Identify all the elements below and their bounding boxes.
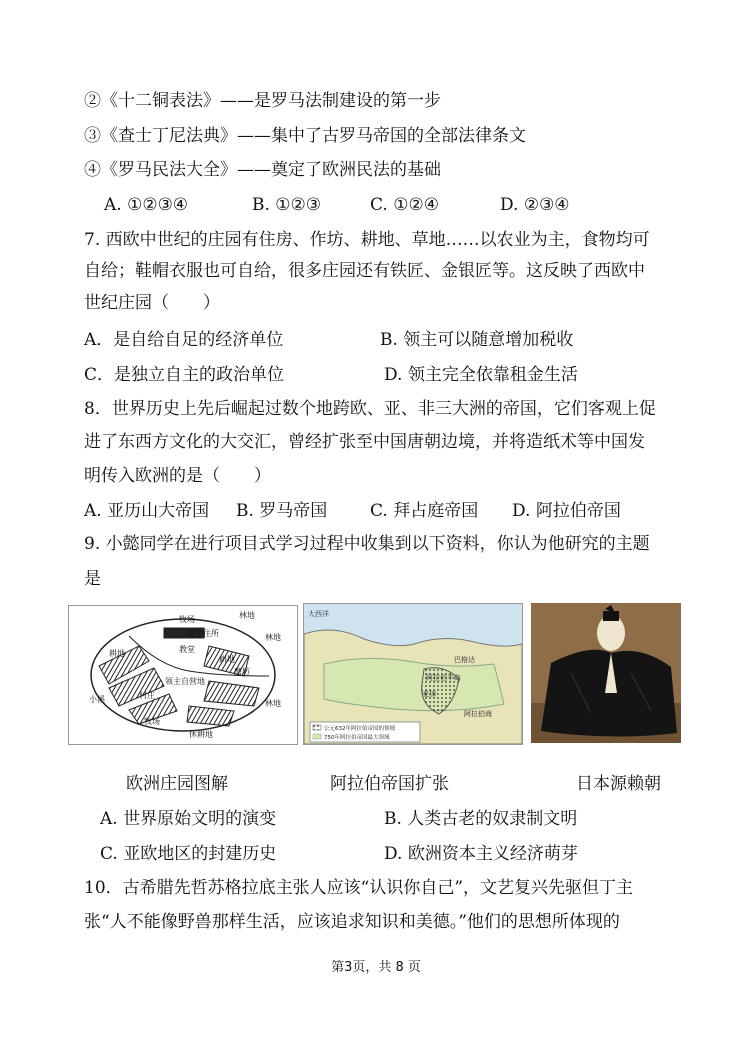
q8-stem-line-2: 进了东西方文化的大交汇，曾经扩张至中国唐朝边境，并将造纸术等中国发 (84, 432, 645, 452)
map2-legend: 公元632年阿拉伯帝国的领域 (324, 726, 395, 732)
yoritomo-portrait-svg (531, 603, 681, 743)
arab-empire-map-svg (304, 604, 522, 744)
statement-3: ③《查士丁尼法典》——集中了古罗马帝国的全部法律条文 (84, 126, 526, 146)
q7-stem-line-1: 7. 西欧中世纪的庄园有住房、作坊、耕地、草地……以农业为主，食物均可 (84, 230, 650, 250)
q10-stem-line-2: 张“人不能像野兽那样生活，应该追求知识和美德。”他们的思想所体现的 (84, 912, 620, 932)
statement-2: ②《十二铜表法》——是罗马法制建设的第一步 (84, 91, 441, 111)
map1-label: 林地 (265, 633, 281, 642)
q8-option-a[interactable]: A. 亚历山大帝国 (84, 501, 210, 521)
q7-option-b[interactable]: B. 领主可以随意增加税收 (380, 330, 574, 350)
q9-option-c[interactable]: C. 亚欧地区的封建历史 (100, 844, 277, 864)
q9-stem-line-2: 是 (84, 569, 101, 589)
q6-option-c[interactable]: C. ①②④ (370, 195, 439, 215)
q8-stem-line-1: 8．世界历史上先后崛起过数个地跨欧、亚、非三大洲的帝国，它们客观上促 (84, 399, 656, 419)
manor-diagram-svg (69, 606, 297, 744)
arab-empire-map (303, 603, 523, 745)
q8-option-d[interactable]: D. 阿拉伯帝国 (512, 501, 621, 521)
caption-yoritomo: 日本源赖朝 (576, 774, 661, 794)
map2-label: 阿拉伯半岛 (426, 674, 461, 682)
q8-option-b[interactable]: B. 罗马帝国 (236, 501, 328, 521)
map1-label: 耕地 (219, 655, 235, 664)
q7-option-c[interactable]: C．是独立自主的政治单位 (84, 365, 285, 385)
map2-label: 大西洋 (308, 610, 329, 618)
statement-4: ④《罗马民法大全》——奠定了欧洲民法的基础 (84, 160, 441, 180)
yoritomo-portrait (531, 603, 681, 743)
q7-stem-line-2: 自给；鞋帽衣服也可自给，很多庄园还有铁匠、金银匠等。这反映了西欧中 (84, 261, 645, 281)
q9-option-b[interactable]: B. 人类古老的奴隶制文明 (384, 809, 578, 829)
q6-option-a[interactable]: A. ①②③④ (104, 195, 189, 215)
map1-label: 磨坊 (234, 667, 250, 676)
map1-label: 领主住所 (187, 629, 219, 638)
map2-legend: 750年阿拉伯帝国最大领域 (324, 735, 390, 741)
q9-option-d[interactable]: D. 欧洲资本主义经济萌芽 (384, 844, 578, 864)
q7-option-a[interactable]: A．是自给自足的经济单位 (84, 330, 284, 350)
map2-label: 阿拉伯海 (464, 710, 492, 718)
map1-label: 教堂 (179, 645, 195, 654)
map2-label: 巴格达 (454, 656, 475, 664)
q10-stem-line-1: 10．古希腊先哲苏格拉底主张人应该“认识你自己”，文艺复兴先驱但丁主 (84, 878, 634, 898)
q8-stem-line-3: 明传入欧洲的是（ ） (84, 466, 271, 486)
map1-label: 领主自营地 (165, 677, 205, 686)
map1-label: 牧场 (179, 615, 195, 624)
map1-label: 小溪 (89, 695, 105, 704)
page-number: 第3页，共 8 页 (331, 960, 421, 975)
caption-manor: 欧洲庄园图解 (126, 774, 228, 794)
q7-stem-line-3: 世纪庄园（ ） (84, 293, 220, 313)
q9-stem-line-1: 9. 小懿同学在进行项目式学习过程中收集到以下资料，你认为他研究的主题 (84, 534, 650, 554)
q9-option-a[interactable]: A. 世界原始文明的演变 (100, 809, 277, 829)
manor-diagram (68, 605, 298, 745)
map1-label: 牧场 (144, 717, 160, 726)
q8-option-c[interactable]: C. 拜占庭帝国 (370, 501, 479, 521)
map1-label: 林地 (239, 611, 255, 620)
q7-option-d[interactable]: D. 领主完全依靠租金生活 (384, 365, 578, 385)
caption-arab-empire: 阿拉伯帝国扩张 (330, 774, 449, 794)
map1-label: 林地 (265, 699, 281, 708)
q6-option-b[interactable]: B. ①②③ (252, 195, 322, 215)
map1-label: 耕地 (109, 649, 125, 658)
map2-label: 麦加 (422, 690, 436, 698)
map1-label: 村庄 (139, 691, 155, 700)
map1-label: 休耕地 (189, 730, 213, 739)
q6-option-d[interactable]: D. ②③④ (500, 195, 570, 215)
